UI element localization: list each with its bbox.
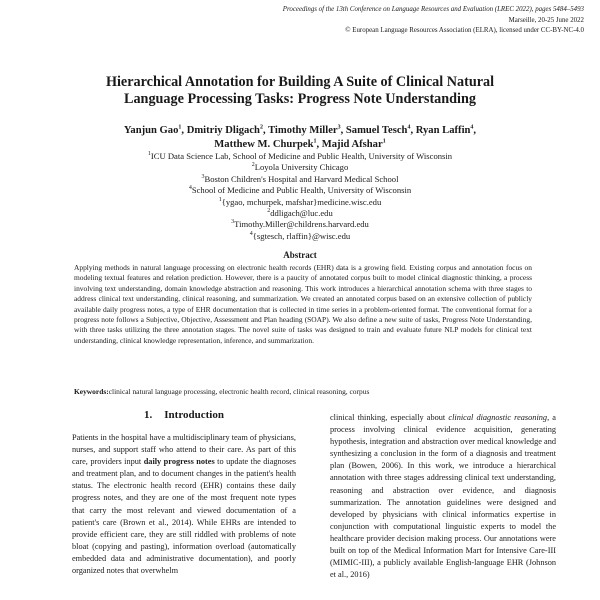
author-affil-mark: 3 [337, 124, 341, 131]
affiliation [40, 174, 560, 185]
email-text: {sgtesch, rlaffin}@wisc.edu [252, 230, 351, 241]
proceedings-header [283, 5, 584, 37]
intro-text: to update the diagnoses and treatment plan, and to document changes in the patient's health status. The electronic health record (EHR) contains these daily progress notes, and they are one of the most frequent note types that carry the most relevant and viewed documentation of a patient's care (Brown et al., 2014). While EHRs are intended to provide efficient care, they are still riddled with problems of note bloat (copying and pasting), information overload (automatically embedded data and administrative documentation), and poorly organized notes that overwhelm [72, 457, 296, 576]
author-email [40, 231, 560, 242]
affiliation-list [40, 151, 560, 242]
paper-title [40, 74, 560, 108]
affiliation [40, 162, 560, 173]
author-name: Timothy Miller [268, 125, 338, 136]
intro-text: clinical thinking, especially about [330, 413, 449, 422]
author-affil-mark: 1 [382, 138, 386, 145]
intro-text: , a process involving clinical evidence acquisition, generating hypothesis, integration and abstraction over medical knowledge and synthesizing a conclusion in the form of a diagnosis and treatment plan (Bowen, 2006). In this work, we introduce a hierarchical annotation with three stages addressing clinical text understanding, reasoning and abstraction over evidence, and diagnosis summarization. The annotation guidelines were designed and developed by physicians with clinical informatics expertise in conjunction with computational linguistic experts to model the healthcare provider decision making process. Our annotations were built on top of the Medical Information Mart for Intensive Care-III (MIMIC-III), a publicly available English-language EHR (Johnson et al., 2016) [330, 413, 556, 580]
author-line-1 [40, 124, 560, 138]
section-number: 1. [144, 409, 153, 421]
author-affil-mark: 1 [178, 124, 182, 131]
affil-mark: 2 [251, 162, 255, 169]
intro-paragraph [72, 432, 296, 577]
keywords-text: clinical natural language processing, electronic health record, clinical reasoning, corpus [108, 387, 370, 396]
keywords-line [74, 387, 554, 397]
author-name: Samuel Tesch [345, 125, 408, 136]
intro-bold-term: daily progress notes [143, 457, 215, 467]
affiliation [40, 151, 560, 162]
author-separator: , [262, 125, 269, 136]
author-list [40, 124, 560, 152]
right-column [330, 412, 556, 581]
intro-italic-term: clinical diagnostic reasoning [448, 413, 548, 422]
author-affil-mark: 2 [259, 124, 263, 131]
license-line: © European Language Resources Association (ELRA), licensed under CC-BY-NC-4.0 [345, 27, 584, 35]
proceedings-line: Proceedings of the 13th Conference on Language Resources and Evaluation (LREC 2022), pages 5484–5493 [282, 6, 584, 13]
section-heading-introduction [72, 408, 296, 422]
title-line-1: Hierarchical Annotation for Building A Suite of Clinical Natural [105, 74, 495, 90]
affil-mark: 1 [147, 151, 151, 158]
abstract-heading: Abstract [283, 250, 317, 260]
affil-mark: 4 [249, 230, 253, 237]
abstract-text: Applying methods in natural language processing on electronic health records (EHR) data is a growing field. Existing corpus and annotation focus on modeling textual features and relation prediction. However, there is a paucity of annotated corpus built to model clinical diagnostic thinking, a process involving text understanding, domain knowledge abstraction and reasoning. This work introduces a hierarchical annotation schema with three stages to address clinical text understanding, clinical reasoning, and summarization. We created an annotated corpus based on an extensive collection of publicly available daily progress notes, a type of EHR documentation that is collected in time series in a problem-oriented format. The conventional format for a progress note follows a Subjective, Objective, Assessment and Plan heading (SOAP). We also define a new suite of tasks, Progress Note Understanding, with three tasks utilizing the three annotation stages. The novel suite of tasks was designed to train and evaluate future NLP models for clinical text understanding, clinical knowledge representation, inference, and summarization. [74, 263, 532, 345]
affil-mark: 2 [267, 208, 271, 215]
email-text: ddligach@luc.edu [270, 208, 333, 219]
author-separator: , [340, 125, 346, 136]
left-column [72, 408, 296, 577]
email-text: {ygao, mchurpek, mafshar}medicine.wisc.edu [221, 196, 382, 207]
author-separator: , [410, 125, 416, 136]
affil-mark: 3 [201, 173, 205, 180]
author-name: Dmitriy Dligach [186, 125, 260, 136]
author-email [40, 197, 560, 208]
section-title: Introduction [164, 409, 224, 421]
intro-paragraph-continued [330, 412, 556, 581]
author-affil-mark: 1 [313, 138, 317, 145]
title-line-2: Language Processing Tasks: Progress Note Understanding [124, 91, 476, 107]
affil-mark: 4 [188, 185, 192, 192]
keywords-label: Keywords: [74, 387, 109, 396]
author-affil-mark: 4 [470, 124, 474, 131]
author-name: Yanjun Gao [123, 125, 179, 136]
intro-text: Patients in the hospital have a multidisciplinary team of physicians, nurses, and support staff who attend to their care. As part of this care, providers input [72, 433, 296, 467]
author-separator: , [181, 125, 187, 136]
email-text: Timothy.Miller@childrens.harvard.edu [234, 219, 369, 230]
affil-text: School of Medicine and Public Health, University of Wisconsin [191, 185, 412, 196]
author-affil-mark: 4 [407, 124, 411, 131]
author-email [40, 208, 560, 219]
affiliation [40, 185, 560, 196]
author-separator: , [316, 139, 322, 150]
author-name: Matthew M. Churpek [214, 139, 314, 150]
affil-mark: 3 [231, 219, 235, 226]
affil-mark: 1 [218, 196, 222, 203]
author-line-2 [40, 138, 560, 152]
affil-text: Loyola University Chicago [254, 162, 349, 173]
author-name: Majid Afshar [321, 139, 383, 150]
author-separator: , [473, 125, 477, 136]
venue-line: Marseille, 20-25 June 2022 [508, 16, 584, 24]
affil-text: Boston Children's Hospital and Harvard Medical School [204, 173, 399, 184]
author-name: Ryan Laffin [415, 125, 471, 136]
affil-text: ICU Data Science Lab, School of Medicine and Public Health, University of Wisconsin [150, 151, 453, 161]
author-email [40, 219, 560, 230]
